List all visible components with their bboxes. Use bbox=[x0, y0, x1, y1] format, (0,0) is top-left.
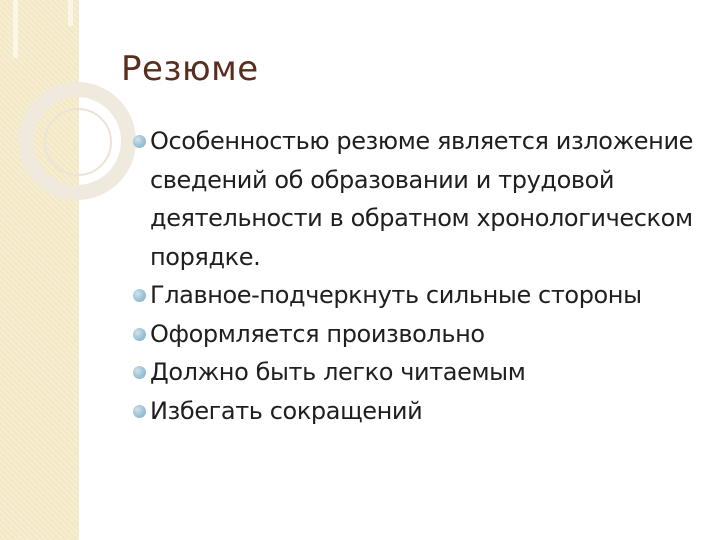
bullet-list bbox=[133, 122, 718, 430]
decorative-stripe bbox=[13, 0, 18, 58]
bullet-dot-icon bbox=[133, 289, 146, 302]
decorative-ring-small bbox=[44, 108, 112, 176]
bullet-dot-icon bbox=[133, 405, 146, 418]
decorative-side-panel bbox=[0, 0, 79, 540]
bullet-text: Главное-подчеркнуть сильные стороны bbox=[150, 281, 642, 309]
decorative-stripe bbox=[68, 0, 73, 26]
slide-title: Резюме bbox=[121, 49, 259, 89]
bullet-text: Избегать сокращений bbox=[150, 396, 423, 425]
bullet-item bbox=[133, 315, 718, 354]
bullet-dot-icon bbox=[133, 135, 146, 148]
bullet-item bbox=[133, 392, 718, 431]
bullet-text: Оформляется произвольно bbox=[150, 319, 485, 348]
bullet-item bbox=[133, 276, 718, 315]
bullet-item bbox=[133, 353, 718, 392]
bullet-dot-icon bbox=[133, 328, 146, 341]
bullet-text: Должно быть легко читаемым bbox=[150, 358, 526, 386]
bullet-text: Особенностью резюме является изложение сведений об образовании и трудовой деятельности в обратном хронологическом порядке. bbox=[150, 127, 694, 271]
bullet-item bbox=[133, 122, 718, 276]
bullet-dot-icon bbox=[133, 366, 146, 379]
